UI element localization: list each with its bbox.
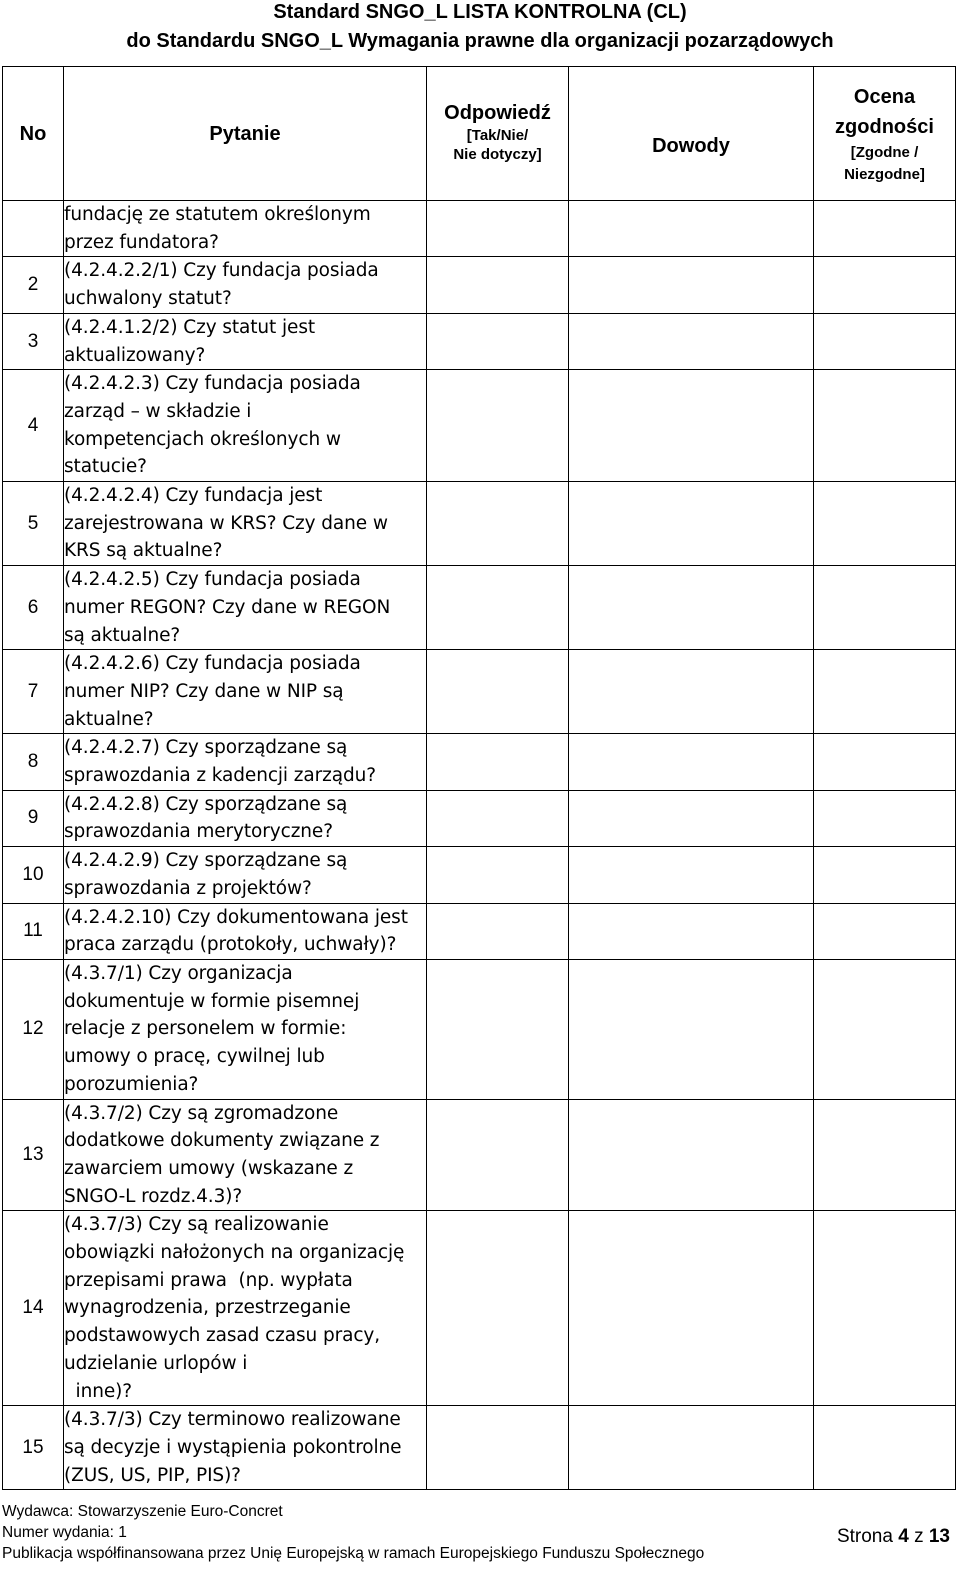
compliance-cell[interactable]: [814, 1211, 956, 1406]
question-line: udzielanie urlopów i: [64, 1352, 248, 1374]
footer-funding: Publikacja współfinansowana przez Unię Europejską w ramach Europejskiego Funduszu Społecznego: [2, 1545, 705, 1562]
question-line: (4.2.4.2.3) Czy fundacja posiada: [64, 373, 361, 395]
title-line-1: Standard SNGO_L LISTA KONTROLNA (CL): [273, 1, 687, 23]
question-text: [64, 650, 427, 734]
odpowiedz-options-2: Nie dotyczy]: [453, 146, 542, 163]
answer-cell[interactable]: [427, 650, 569, 734]
compliance-cell[interactable]: [814, 734, 956, 790]
compliance-cell[interactable]: [814, 959, 956, 1099]
question-line: zarejestrowana w KRS? Czy dane w: [64, 512, 388, 534]
table-row: [3, 313, 956, 369]
question-line: relacje z personelem w formie:: [64, 1018, 347, 1040]
question-line: (4.2.4.2.6) Czy fundacja posiada: [64, 653, 361, 675]
question-line: umowy o pracę, cywilnej lub: [64, 1046, 325, 1068]
question-line: (4.3.7/2) Czy są zgromadzone: [64, 1102, 339, 1124]
row-number: 4: [3, 370, 64, 482]
question-line: porozumienia?: [64, 1073, 199, 1095]
table-row: [3, 1099, 956, 1211]
answer-cell[interactable]: [427, 790, 569, 846]
answer-cell[interactable]: [427, 847, 569, 903]
question-line: KRS są aktualne?: [64, 540, 223, 562]
question-line: praca zarządu (protokoły, uchwały)?: [64, 934, 397, 956]
compliance-cell[interactable]: [814, 650, 956, 734]
answer-cell[interactable]: [427, 1211, 569, 1406]
evidence-cell[interactable]: [569, 257, 814, 313]
answer-cell[interactable]: [427, 201, 569, 257]
question-text: [64, 959, 427, 1099]
question-line: (4.2.4.2.10) Czy dokumentowana jest: [64, 906, 408, 928]
compliance-cell[interactable]: [814, 257, 956, 313]
footer-publisher: Wydawca: Stowarzyszenie Euro-Concret: [2, 1503, 283, 1520]
question-line: sprawozdania z projektów?: [64, 877, 312, 899]
compliance-cell[interactable]: [814, 201, 956, 257]
table-row: [3, 959, 956, 1099]
compliance-cell[interactable]: [814, 903, 956, 959]
answer-cell[interactable]: [427, 734, 569, 790]
question-line: (4.2.4.2.7) Czy sporządzane są: [64, 737, 348, 759]
evidence-cell[interactable]: [569, 1406, 814, 1490]
question-text: [64, 847, 427, 903]
row-number: 2: [3, 257, 64, 313]
evidence-cell[interactable]: [569, 1099, 814, 1211]
column-header-no: No: [3, 67, 64, 201]
compliance-cell[interactable]: [814, 566, 956, 650]
question-line: fundację ze statutem określonym: [64, 204, 371, 225]
question-line: dodatkowe dokumenty związane z: [64, 1130, 380, 1152]
question-line: (4.2.4.2.2/1) Czy fundacja posiada: [64, 260, 379, 282]
title-line-2: do Standardu SNGO_L Wymagania prawne dla organizacji pozarządowych: [126, 30, 834, 52]
evidence-cell[interactable]: [569, 790, 814, 846]
compliance-cell[interactable]: [814, 1406, 956, 1490]
question-line: (4.2.4.2.4) Czy fundacja jest: [64, 485, 323, 507]
question-line: wynagrodzenia, przestrzeganie: [64, 1297, 351, 1319]
table-row: [3, 903, 956, 959]
table-row: [3, 1406, 956, 1490]
checklist-table: [2, 66, 956, 1490]
row-number: 9: [3, 790, 64, 846]
table-row: [3, 201, 956, 257]
question-line: (4.3.7/3) Czy są realizowanie: [64, 1214, 329, 1236]
table-row: [3, 734, 956, 790]
question-line: SNGO-L rozdz.4.3)?: [64, 1185, 243, 1207]
answer-cell[interactable]: [427, 370, 569, 482]
row-number: 7: [3, 650, 64, 734]
column-header-pytanie: Pytanie: [64, 67, 427, 201]
question-text: [64, 257, 427, 313]
document-title: [0, 0, 960, 56]
answer-cell[interactable]: [427, 566, 569, 650]
evidence-cell[interactable]: [569, 370, 814, 482]
row-number: 10: [3, 847, 64, 903]
evidence-cell[interactable]: [569, 847, 814, 903]
question-line: (4.2.4.2.5) Czy fundacja posiada: [64, 569, 361, 591]
question-line: statucie?: [64, 456, 147, 478]
question-line: (4.3.7/1) Czy organizacja: [64, 962, 293, 984]
question-line: sprawozdania merytoryczne?: [64, 821, 333, 843]
ocena-options-2: Niezgodne]: [844, 165, 925, 183]
question-line: numer REGON? Czy dane w REGON: [64, 596, 391, 618]
question-line: (4.3.7/3) Czy terminowo realizowane: [64, 1409, 401, 1431]
table-row: [3, 566, 956, 650]
question-line: inne)?: [64, 1380, 132, 1402]
column-header-ocena: Ocena zgodności [Zgodne / Niezgodne]: [814, 67, 956, 201]
answer-cell[interactable]: [427, 1099, 569, 1211]
question-line: uchwalony statut?: [64, 288, 232, 310]
question-line: aktualne?: [64, 708, 154, 730]
compliance-cell[interactable]: [814, 370, 956, 482]
question-line: są aktualne?: [64, 624, 181, 646]
question-line: przepisami prawa (np. wypłata: [64, 1269, 353, 1291]
row-number: 5: [3, 482, 64, 566]
compliance-cell[interactable]: [814, 847, 956, 903]
evidence-cell[interactable]: [569, 959, 814, 1099]
column-header-odpowiedz: [427, 67, 569, 201]
answer-cell[interactable]: [427, 1406, 569, 1490]
question-text: [64, 734, 427, 790]
ocena-options-1: [Zgodne /: [850, 143, 919, 161]
question-text: [64, 1406, 427, 1490]
row-number: 14: [3, 1211, 64, 1406]
table-row: [3, 257, 956, 313]
question-text: [64, 482, 427, 566]
table-row: [3, 370, 956, 482]
row-number: 13: [3, 1099, 64, 1211]
compliance-cell[interactable]: [814, 482, 956, 566]
evidence-cell[interactable]: [569, 201, 814, 257]
question-line: (ZUS, US, PIP, PIS)?: [64, 1464, 241, 1486]
row-number: 15: [3, 1406, 64, 1490]
row-number: 6: [3, 566, 64, 650]
question-line: obowiązki nałożonych na organizację: [64, 1242, 405, 1264]
question-text: [64, 903, 427, 959]
row-number: [3, 201, 64, 257]
evidence-cell[interactable]: [569, 566, 814, 650]
odpowiedz-options-1: [Tak/Nie/: [466, 127, 529, 144]
compliance-cell[interactable]: [814, 790, 956, 846]
table-row: [3, 790, 956, 846]
question-line: numer NIP? Czy dane w NIP są: [64, 680, 344, 702]
question-line: zarząd – w składzie i: [64, 400, 252, 422]
question-line: (4.2.4.2.9) Czy sporządzane są: [64, 850, 348, 872]
evidence-cell[interactable]: [569, 1211, 814, 1406]
question-text: [64, 790, 427, 846]
answer-cell[interactable]: [427, 482, 569, 566]
table-row: [3, 847, 956, 903]
checklist-rows: [3, 201, 956, 1490]
question-line: sprawozdania z kadencji zarządu?: [64, 765, 376, 787]
answer-cell[interactable]: [427, 959, 569, 1099]
question-line: aktualizowany?: [64, 344, 206, 366]
question-text: [64, 313, 427, 369]
question-text: [64, 201, 427, 257]
column-header-dowody: Dowody: [569, 67, 814, 201]
table-row: [3, 482, 956, 566]
compliance-cell[interactable]: [814, 1099, 956, 1211]
question-line: kompetencjach określonych w: [64, 428, 341, 450]
question-text: [64, 1099, 427, 1211]
table-row: [3, 650, 956, 734]
question-text: [64, 1211, 427, 1406]
row-number: 3: [3, 313, 64, 369]
row-number: 11: [3, 903, 64, 959]
question-line: (4.2.4.1.2/2) Czy statut jest: [64, 316, 316, 338]
question-line: zawarciem umowy (wskazane z: [64, 1157, 354, 1179]
table-header-row: [3, 67, 956, 201]
page-number: Strona 4 z 13: [836, 1526, 950, 1547]
row-number: 12: [3, 959, 64, 1099]
question-line: przez fundatora?: [64, 231, 219, 253]
footer-info: [2, 1501, 704, 1564]
table-row: [3, 1211, 956, 1406]
question-line: podstawowych zasad czasu pracy,: [64, 1325, 381, 1347]
answer-cell[interactable]: [427, 257, 569, 313]
answer-cell[interactable]: [427, 313, 569, 369]
question-text: [64, 370, 427, 482]
question-line: są decyzje i wystąpienia pokontrolne: [64, 1436, 402, 1458]
evidence-cell[interactable]: [569, 482, 814, 566]
footer-edition: Numer wydania: 1: [2, 1524, 127, 1541]
compliance-cell[interactable]: [814, 313, 956, 369]
evidence-cell[interactable]: [569, 734, 814, 790]
odpowiedz-title: Odpowiedź: [444, 102, 551, 124]
evidence-cell[interactable]: [569, 903, 814, 959]
answer-cell[interactable]: [427, 903, 569, 959]
row-number: 8: [3, 734, 64, 790]
question-line: (4.2.4.2.8) Czy sporządzane są: [64, 793, 348, 815]
question-text: [64, 566, 427, 650]
question-line: dokumentuje w formie pisemnej: [64, 990, 360, 1012]
evidence-cell[interactable]: [569, 650, 814, 734]
evidence-cell[interactable]: [569, 313, 814, 369]
